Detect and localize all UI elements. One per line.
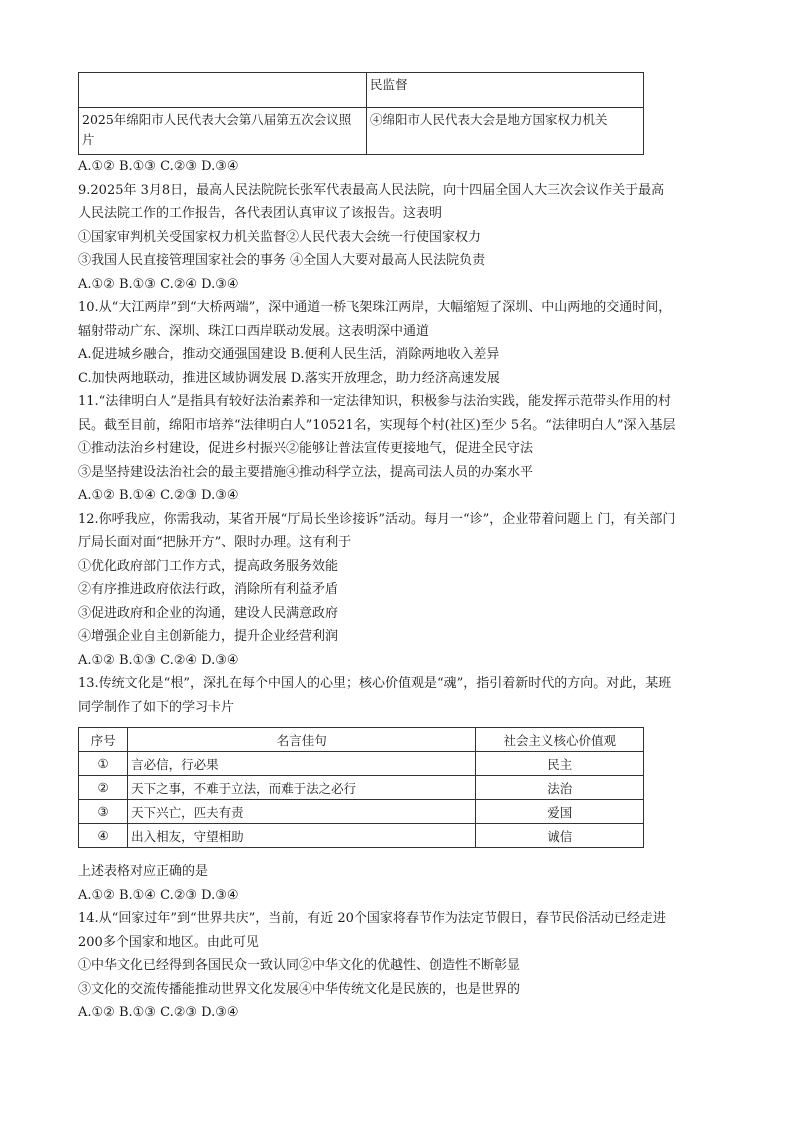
table-row xyxy=(79,824,644,848)
table-cell: ④绵阳市人民代表大会是地方国家权力机关 xyxy=(367,108,644,155)
q10-stem-line1: 10.从“大江两岸”到“大桥两端”，深中通道一桥飞架珠江两岸，大幅缩短了深圳、中山两地的交通时间， xyxy=(78,300,672,315)
table-question-8 xyxy=(78,72,644,155)
q14-items-line1: ①中华文化已经得到各国民众一致认同②中华文化的优越性、创造性不断彰显 xyxy=(78,958,521,973)
q10-options-ab: A.促进城乡融合，推动交通强国建设 B.便利人民生活，消除两地收入差异 xyxy=(78,347,500,362)
exam-page xyxy=(78,72,718,1025)
q14-items-line2: ③文化的交流传播能推动世界文化发展④中华传统文化是民族的，也是世界的 xyxy=(78,981,521,997)
q12-stem-line2: 厅局长面对面“把脉开方”、限时办理。这有利于 xyxy=(78,535,352,550)
q12-item-3: ③促进政府和企业的沟通，建设人民满意政府 xyxy=(78,605,339,621)
q10-options-cd: C.加快两地联动，推进区域协调发展 D.落实开放理念，助力经济高速发展 xyxy=(78,370,500,386)
q12-item-1: ①优化政府部门工作方式，提高政务服务效能 xyxy=(78,558,339,574)
q13-after-table: 上述表格对应正确的是 xyxy=(78,864,209,879)
cell-value: 民主 xyxy=(476,752,644,776)
table-row xyxy=(79,776,644,800)
q13-options: A.①② B.①④ C.②③ D.③④ xyxy=(78,887,239,903)
q12-options: A.①② B.①③ C.②④ D.③④ xyxy=(78,652,239,668)
q12-stem-line1: 12.你呼我应，你需我动，某省开展“厅局长坐诊接诉”活动。每月一“诊”，企业带着问题上 门，有关部门 xyxy=(78,511,676,527)
table-cell: 民监督 xyxy=(367,73,644,108)
header-cell-quote: 名言佳句 xyxy=(128,728,476,752)
q12-item-4: ④增强企业自主创新能力，提升企业经营利润 xyxy=(78,629,339,644)
header-cell-index: 序号 xyxy=(79,728,128,752)
study-card-table xyxy=(78,727,644,848)
q9-options: A.①② B.①③ C.②④ D.③④ xyxy=(78,276,239,292)
table-cell xyxy=(79,73,367,108)
table-row xyxy=(79,73,644,108)
table-header-row xyxy=(79,728,644,752)
cell-index: ④ xyxy=(79,824,128,848)
q11-options: A.①② B.①④ C.②③ D.③④ xyxy=(78,488,239,503)
q13-stem-line1: 13.传统文化是“根”，深扎在每个中国人的心里；核心价值观是“魂”，指引着新时代的方向。对此，某班 xyxy=(78,676,672,691)
cell-value: 法治 xyxy=(476,776,644,800)
q11-items-line2: ③是坚持建设法治社会的最主要措施④推动科学立法，提高司法人员的办案水平 xyxy=(78,464,534,480)
table-cell: 2025年绵阳市人民代表大会第八届第五次会议照片 xyxy=(79,108,367,155)
cell-index: ① xyxy=(79,752,128,776)
q14-stem-line1: 14.从“回家过年”到“世界共庆”，当前，有近 20个国家将春节作为法定节假日，春节民俗活动已经走进 xyxy=(78,911,666,926)
q12-item-2: ②有序推进政府依法行政，消除所有利益矛盾 xyxy=(78,582,339,597)
header-cell-value: 社会主义核心价值观 xyxy=(476,728,644,752)
table-row xyxy=(79,752,644,776)
q11-items-line1: ①推动法治乡村建设，促进乡村振兴②能够让普法宣传更接地气，促进全民守法 xyxy=(78,441,534,456)
q8-options: A.①② B.①③ C.②③ D.③④ xyxy=(78,159,239,174)
q9-stem-line2: 人民法院工作的工作报告，各代表团认真审议了该报告。这表明 xyxy=(78,206,443,221)
cell-quote: 出入相友，守望相助 xyxy=(128,824,476,848)
table-row xyxy=(79,108,644,155)
cell-quote: 言必信，行必果 xyxy=(128,752,476,776)
cell-index: ② xyxy=(79,776,128,800)
cell-value: 爱国 xyxy=(476,800,644,824)
q14-stem-line2: 200多个国家和地区。由此可见 xyxy=(78,934,259,950)
cell-value: 诚信 xyxy=(476,824,644,848)
q9-items-line1: ①国家审判机关受国家权力机关监督②人民代表大会统一行使国家权力 xyxy=(78,229,482,245)
q10-stem-line2: 辐射带动广东、深圳、珠江口西岸联动发展。这表明深中通道 xyxy=(78,323,430,339)
q13-stem-line2: 同学制作了如下的学习卡片 xyxy=(78,699,235,715)
table-row xyxy=(79,800,644,824)
q11-stem-line1: 11.“法律明白人”是指具有较好法治素养和一定法律知识，积极参与法治实践，能发挥示范带头作用的村 xyxy=(78,394,671,409)
q9-stem-line1: 9.2025年 3月8日，最高人民法院院长张军代表最高人民法院，向十四届全国人大三次会议作关于最高 xyxy=(78,182,665,198)
q11-stem-line2: 民。截至目前，绵阳市培养“法律明白人”10521名，实现每个村(社区)至少 5名。“法律明白人”深入基层 xyxy=(78,417,676,433)
cell-index: ③ xyxy=(79,800,128,824)
cell-quote: 天下之事，不难于立法，而难于法之必行 xyxy=(128,776,476,800)
q9-items-line2: ③我国人民直接管理国家社会的事务 ④全国人大要对最高人民法院负责 xyxy=(78,253,486,268)
q14-options: A.①② B.①③ C.②③ D.③④ xyxy=(78,1005,239,1020)
cell-quote: 天下兴亡，匹夫有责 xyxy=(128,800,476,824)
